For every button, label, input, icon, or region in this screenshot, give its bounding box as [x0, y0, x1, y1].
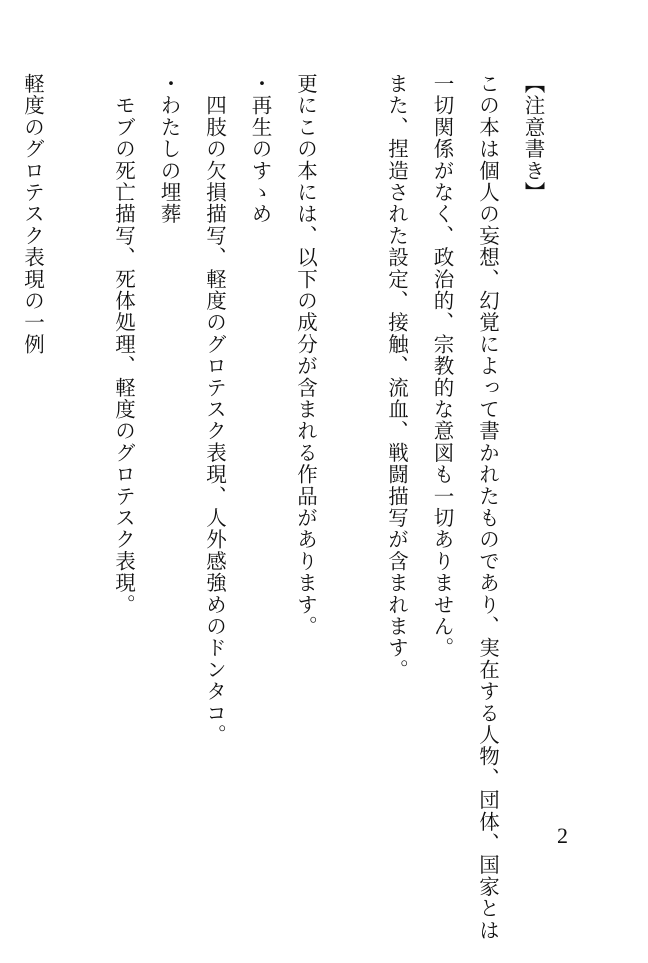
page-number: 2	[557, 823, 568, 848]
contents-item: 四肢の欠損描写、軽度のグロテスク表現、人外感強めのドンタコ。	[202, 73, 227, 746]
paragraph-gap	[55, 73, 101, 833]
contents-intro: 更にこの本には、以下の成分が含まれる作品があります。	[293, 73, 318, 638]
example-heading: 軽度のグロテスク表現の一例	[20, 73, 45, 356]
vertical-text-body	[0, 73, 555, 941]
contents-item: ・わたしの埋葬	[157, 73, 181, 225]
paragraph-gap	[328, 73, 374, 833]
notice-line: また、捏造された設定、接触、流血、戦闘描写が含まれます。	[384, 73, 409, 681]
contents-item: ・再生のすゝめ	[248, 73, 272, 225]
notice-line: この本は個人の妄想、幻覚によって書かれたものであり、実在する人物、団体、国家とは	[475, 73, 500, 941]
notice-heading: 【注意書き】	[521, 73, 545, 204]
contents-item: モブの死亡描写、死体処理、軽度のグロテスク表現。	[111, 73, 136, 616]
example-line	[0, 73, 9, 833]
notice-line: 一切関係がなく、政治的、宗教的な意図も一切ありません。	[430, 73, 454, 659]
